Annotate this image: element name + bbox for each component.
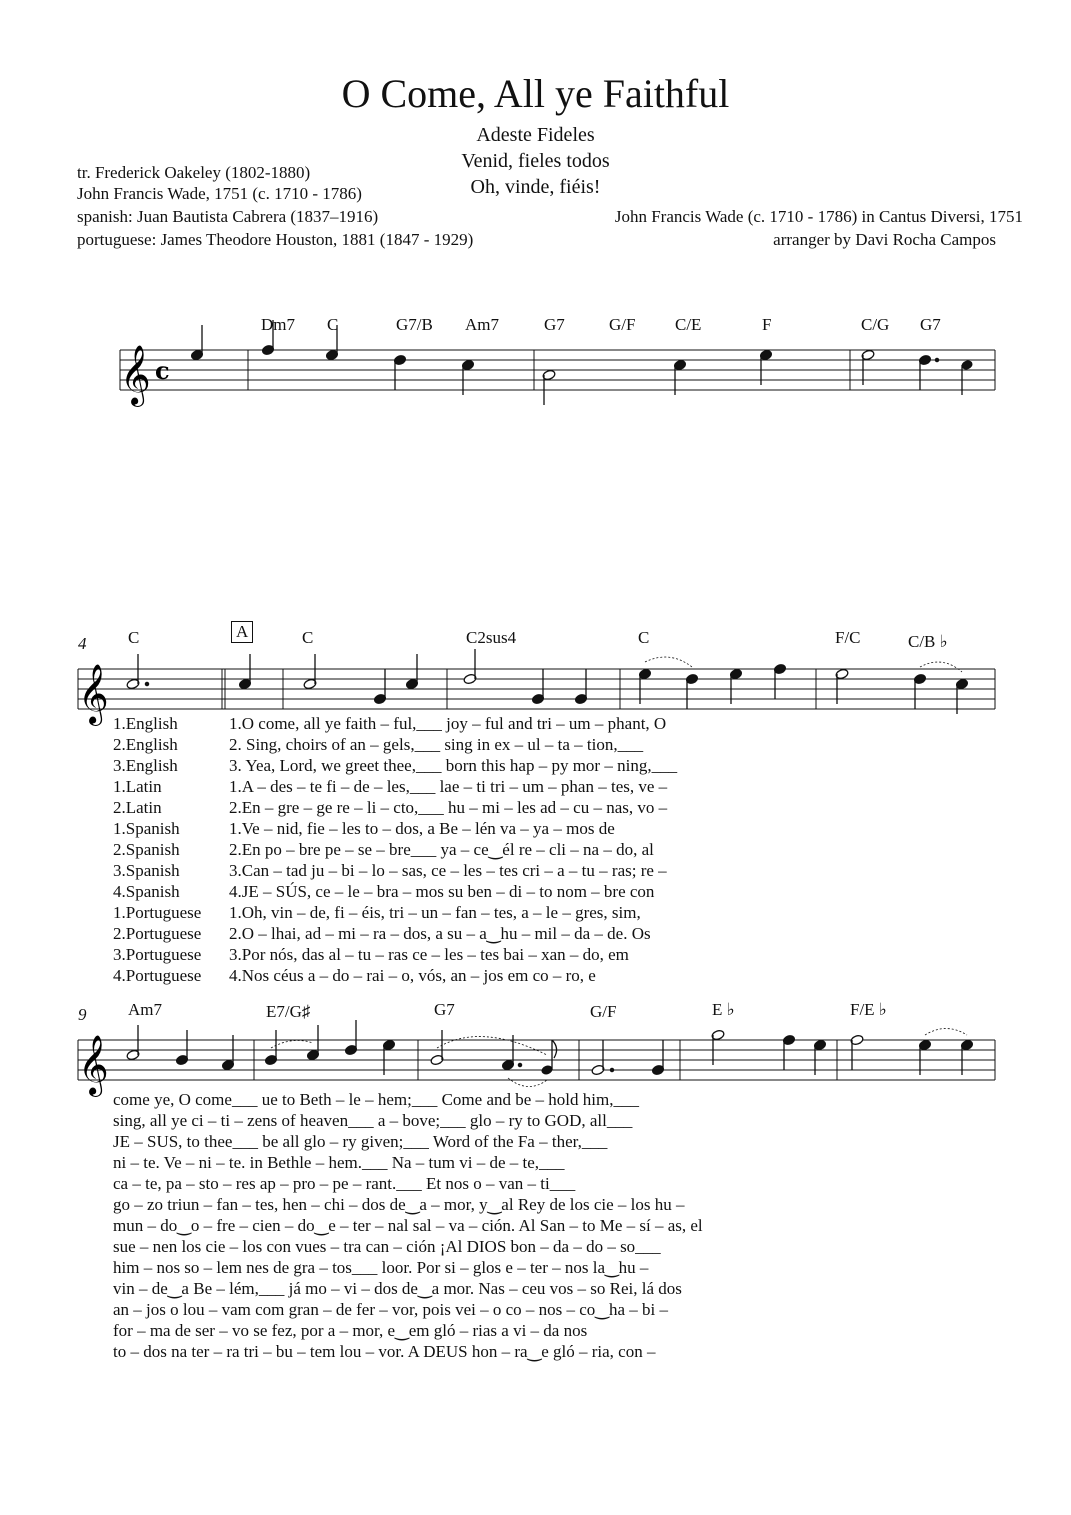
slur-mark — [271, 1040, 313, 1048]
chord-symbol: C — [302, 628, 314, 647]
lyric-line: go – zo triun – fan – tes, hen – chi – dos de‿a – mor, y‿al Rey de los cie – los hu – — [113, 1195, 685, 1214]
chord-symbol: C2sus4 — [466, 628, 517, 647]
treble-clef-icon: 𝄞 — [78, 1035, 109, 1095]
notes-system-3 — [126, 1020, 974, 1076]
verse-label: 3.Spanish — [113, 861, 180, 880]
slur-mark — [925, 1029, 967, 1036]
lyric-line: 1.Ve – nid, fie – les to – dos, a Be – lén va – ya – mos de — [229, 819, 615, 838]
credit-composer: John Francis Wade, 1751 (c. 1710 - 1786) — [77, 184, 362, 203]
slur-mark — [920, 662, 962, 672]
lyric-line: 3.Can – tad ju – bi – lo – sas, ce – les – tes cri – a – tu – ras; re – — [229, 861, 667, 880]
chord-symbol: F — [762, 315, 772, 334]
lyric-line: 1.Oh, vin – de, fi – éis, tri – un – fan – tes, a – le – gres, sim, — [229, 903, 641, 922]
chord-symbol: E7/G♯ — [266, 1002, 311, 1021]
measure-number: 4 — [78, 634, 87, 653]
credit-arranger: arranger by Davi Rocha Campos — [773, 230, 996, 249]
verse-label: 4.Portuguese — [113, 966, 202, 985]
lyric-line: him – nos so – lem nes de gra – tos___ loor. Por si – glos e – ter – nos la‿hu – — [113, 1258, 649, 1277]
chord-symbol: C — [128, 628, 140, 647]
lyric-line: 3.Por nós, das al – tu – ras ce – les – tes bai – xan – do, em — [229, 945, 629, 964]
lyric-line: to – dos na ter – ra tri – bu – tem lou – vor. A DEUS hon – ra‿e gló – ria, con – — [113, 1342, 656, 1361]
chord-symbol: F/E ♭ — [850, 1000, 887, 1019]
chord-symbol: Am7 — [128, 1000, 162, 1019]
verse-label: 1.English — [113, 714, 178, 733]
chord-symbol: F/C — [835, 628, 861, 647]
subtitle-portuguese: Oh, vinde, fiéis! — [470, 176, 601, 198]
rehearsal-mark: A — [231, 621, 253, 643]
lyric-line: JE – SUS, to thee___ be all glo – ry given;___ Word of the Fa – ther,___ — [113, 1132, 608, 1151]
chord-symbol: G7 — [920, 315, 941, 334]
chord-symbol: C — [327, 315, 339, 334]
lyric-line: 4.Nos céus a – do – rai – o, vós, an – jos em co – ro, e — [229, 966, 596, 985]
chord-symbol: G/F — [609, 315, 636, 334]
slur-mark — [437, 1037, 547, 1055]
chord-symbol: C/G — [861, 315, 890, 334]
verse-label: 1.Portuguese — [113, 903, 202, 922]
treble-clef-icon: 𝄞 — [78, 664, 109, 724]
lyric-line: 2.En – gre – ge re – li – cto,___ hu – mi – les ad – cu – nas, vo – — [229, 798, 668, 817]
verse-label: 2.English — [113, 735, 178, 754]
slur-mark — [645, 657, 692, 667]
lyric-line: 2.O – lhai, ad – mi – ra – dos, a su – a‿hu – mil – da – de. Os — [229, 924, 651, 943]
verse-label: 2.Latin — [113, 798, 162, 817]
subtitle-latin: Adeste Fideles — [476, 124, 595, 146]
chord-symbol: G7 — [434, 1000, 455, 1019]
lyric-line: come ye, O come___ ue to Beth – le – hem;___ Come and be – hold him,___ — [113, 1090, 639, 1109]
chord-symbol: C/E — [675, 315, 702, 334]
lyric-line: sing, all ye ci – ti – zens of heaven___ a – bove;___ glo – ry to GOD, all___ — [113, 1111, 633, 1130]
slur-mark — [508, 1078, 547, 1087]
chord-symbol: C — [638, 628, 650, 647]
verse-label: 2.Portuguese — [113, 924, 202, 943]
lyric-line: 1.O come, all ye faith – ful,___ joy – ful and tri – um – phant, O — [229, 714, 667, 733]
page-title: O Come, All ye Faithful — [341, 71, 730, 116]
chord-symbol: Dm7 — [261, 315, 295, 334]
measure-number: 9 — [78, 1005, 87, 1024]
verse-label: 1.Latin — [113, 777, 162, 796]
credit-portuguese: portuguese: James Theodore Houston, 1881 (1847 - 1929) — [77, 230, 474, 249]
staff-system-3 — [78, 1040, 995, 1080]
chord-symbol: C/B ♭ — [908, 632, 948, 651]
verse-label: 2.Spanish — [113, 840, 180, 859]
verse-label: 3.English — [113, 756, 178, 775]
verse-label: 3.Portuguese — [113, 945, 202, 964]
lyric-line: 1.A – des – te fi – de – les,___ lae – ti tri – um – phan – tes, ve – — [229, 777, 668, 796]
lyric-line: 4.JE – SÚS, ce – le – bra – mos su ben – di – to nom – bre con — [229, 882, 655, 901]
lyric-line: an – jos o lou – vam com gran – de fer – vor, pois vei – o co – nos – co‿ha – bi – — [113, 1300, 668, 1319]
notes-system-1 — [190, 320, 972, 405]
lyric-line: 2. Sing, choirs of an – gels,___ sing in ex – ul – ta – tion,___ — [229, 735, 644, 754]
lyric-line: for – ma de ser – vo se fez, por a – mor, e‿em gló – rias a vi – da nos — [113, 1321, 588, 1340]
credit-spanish: spanish: Juan Bautista Cabrera (1837–1916) — [77, 207, 379, 226]
chord-symbol: G7 — [544, 315, 565, 334]
lyric-line: sue – nen los cie – los con vues – tra can – ción ¡Al DIOS bon – da – do – so___ — [113, 1237, 661, 1256]
verse-label: 4.Spanish — [113, 882, 180, 901]
chord-symbol: G7/B — [396, 315, 433, 334]
lyric-line: mun – do‿o – fre – cien – do‿e – ter – nal sal – va – ción. Al San – to Me – sí – as, el — [113, 1216, 703, 1235]
chord-symbol: E ♭ — [712, 1000, 735, 1019]
lyric-line: ni – te. Ve – ni – te. in Bethle – hem.___ Na – tum vi – de – te,___ — [113, 1153, 565, 1172]
credit-translator: tr. Frederick Oakeley (1802-1880) — [77, 163, 311, 182]
lyric-line: 2.En po – bre pe – se – bre___ ya – ce‿él re – cli – na – do, al — [229, 840, 654, 859]
common-time-icon: c — [155, 356, 170, 385]
lyric-line: vin – de‿a Be – lém,___ já mo – vi – dos de‿a mor. Nas – ceu vos – so Rei, lá dos — [113, 1279, 682, 1298]
lyric-line: ca – te, pa – sto – res ap – pro – pe – rant.___ Et nos o – van – ti___ — [113, 1174, 576, 1193]
chord-symbol: G/F — [590, 1002, 617, 1021]
notes-system-2 — [126, 649, 969, 714]
credit-source: John Francis Wade (c. 1710 - 1786) in Cantus Diversi, 1751 — [614, 207, 1023, 226]
treble-clef-icon: 𝄞 — [120, 345, 151, 405]
lyric-line: 3. Yea, Lord, we greet thee,___ born this hap – py mor – ning,___ — [229, 756, 678, 775]
verse-label: 1.Spanish — [113, 819, 180, 838]
subtitle-spanish: Venid, fieles todos — [461, 150, 610, 172]
chord-symbol: Am7 — [465, 315, 499, 334]
